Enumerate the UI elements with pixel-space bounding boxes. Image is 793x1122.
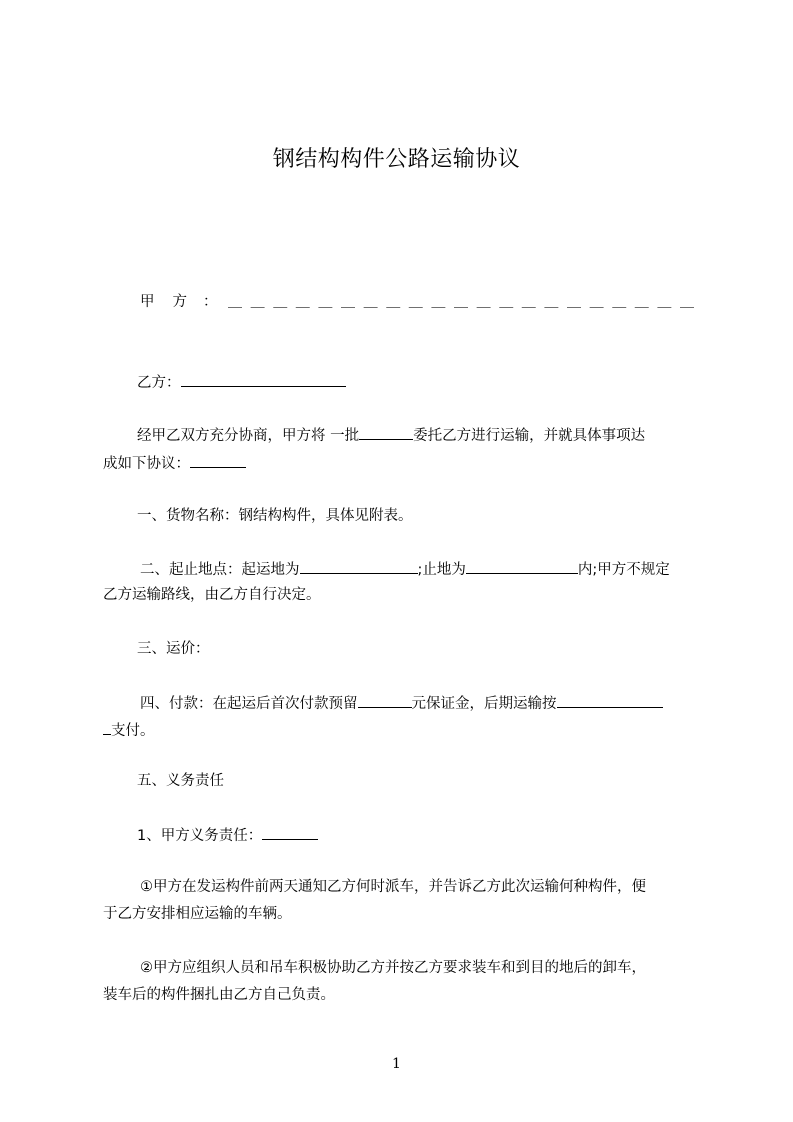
document-title: 钢结构构件公路运输协议 — [272, 147, 521, 172]
party-b-line — [137, 371, 346, 393]
paragraph-1-blank-2 — [190, 452, 246, 468]
party-a-label-2: 方 — [172, 294, 187, 310]
paragraph-1-text-b: 委托乙方进行运输，并就具体事项达 — [413, 428, 646, 444]
item-5-1-line — [137, 824, 318, 846]
paragraph-1-blank-1 — [359, 424, 413, 440]
party-a-blank: ＿＿＿＿＿＿＿＿＿＿＿＿＿＿＿＿＿＿＿＿＿ — [228, 294, 703, 310]
item-2-blank-2 — [466, 558, 578, 574]
item-2-text-c: 内;甲方不规定 — [577, 562, 670, 578]
item-4-line-1 — [140, 692, 663, 714]
item-3: 三、运价： — [137, 641, 210, 657]
party-a-colon: ： — [203, 294, 218, 310]
item-4-text-b: 元保证金，后期运输按 — [411, 696, 557, 712]
party-a-line — [140, 292, 705, 312]
item-4-text-a: 四、付款：在起运后首次付款预留 — [140, 696, 358, 712]
item-5: 五、义务责任 — [137, 773, 224, 789]
item-2-text-b: ;止地为 — [417, 562, 466, 578]
item-5-1-blank — [262, 824, 318, 840]
item-4-blank-3 — [103, 719, 111, 735]
item-5-1-text: 1、甲方义务责任： — [137, 828, 263, 844]
party-a-label: 甲 — [140, 294, 155, 310]
paragraph-1-text-a: 经甲乙双方充分协商，甲方将 一批 — [137, 428, 360, 444]
item-4-blank-2 — [557, 692, 663, 708]
item-2-blank-1 — [300, 558, 418, 574]
clause-1-line-1: ①甲方在发运构件前两天通知乙方何时派车，并告诉乙方此次运输何种构件，便 — [140, 879, 646, 895]
item-1: 一、货物名称：钢结构构件，具体见附表。 — [137, 508, 413, 524]
item-2-line-1 — [140, 558, 670, 580]
clause-2-line-1: ②甲方应组织人员和吊车积极协助乙方并按乙方要求装车和到目的地后的卸车， — [140, 960, 646, 976]
item-2-line-2: 乙方运输路线，由乙方自行决定。 — [103, 587, 321, 603]
item-2-text-a: 二、起止地点：起运地为 — [140, 562, 300, 578]
clause-2-line-2: 装车后的构件捆扎由乙方自己负责。 — [103, 987, 335, 1003]
page-number: 1 — [392, 1056, 401, 1072]
party-b-label: 乙方： — [137, 375, 181, 391]
clause-1-line-2: 于乙方安排相应运输的车辆。 — [103, 906, 292, 922]
paragraph-1-line-2 — [103, 452, 246, 474]
item-4-blank-1 — [358, 692, 412, 708]
party-b-blank — [181, 371, 346, 387]
item-4-line-2 — [103, 719, 155, 741]
paragraph-1-text-c: 成如下协议： — [103, 456, 190, 472]
item-4-text-c: 支付。 — [111, 723, 155, 739]
paragraph-1-line-1 — [137, 424, 645, 446]
